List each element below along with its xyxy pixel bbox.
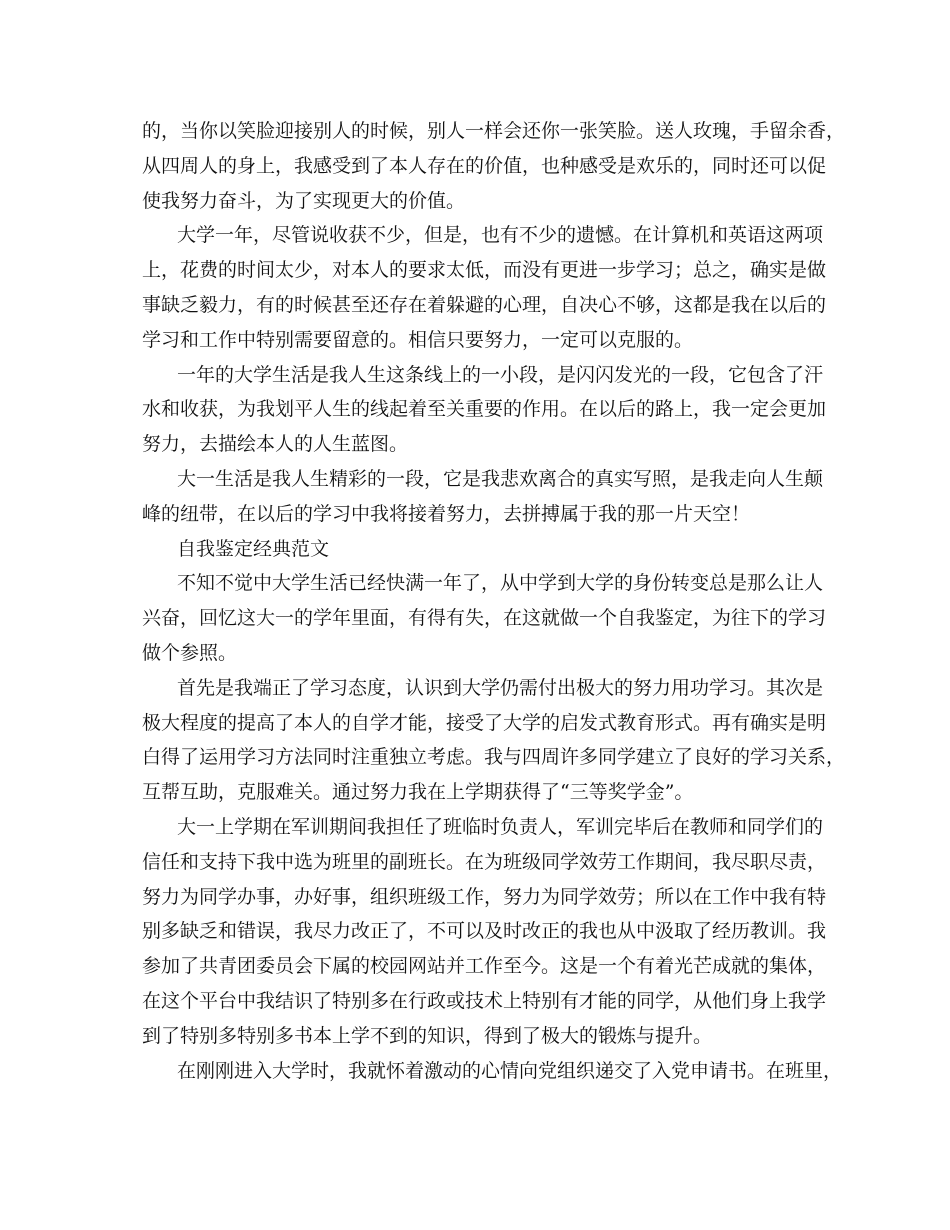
text-line: 自我鉴定经典范文: [177, 537, 330, 560]
text-line: 的，当你以笑脸迎接别人的时候，别人一样会还你一张笑脸。送人玫瑰，手留余香，: [142, 120, 846, 142]
text-line: 上，花费的时间太少，对本人的要求太低，而没有更进一步学习；总之，确实是做: [142, 259, 827, 282]
text-line: 大一生活是我人生精彩的一段，它是我悲欢离合的真实写照，是我走向人生颠: [177, 467, 824, 490]
text-line: 水和收获，为我划平人生的线起着至关重要的作用。在以后的路上，我一定会更加: [142, 398, 827, 421]
text-line: 首先是我端正了学习态度，认识到大学仍需付出极大的努力用功学习。其次是: [177, 676, 824, 699]
text-line: 别多缺乏和错误，我尽力改正了，不可以及时改正的我也从中汲取了经历教训。我: [142, 920, 827, 943]
text-line: 信任和支持下我中选为班里的副班长。在为班级同学效劳工作期间，我尽职尽责，: [142, 850, 827, 873]
text-line: 互帮互助，克服难关。通过努力我在上学期获得了“三等奖学金”。: [142, 781, 694, 804]
text-line: 努力为同学办事，办好事，组织班级工作，努力为同学效劳；所以在工作中我有特: [142, 885, 827, 908]
text-line: 到了特别多特别多书本上学不到的知识，得到了极大的锻炼与提升。: [142, 1024, 713, 1047]
text-line: 大学一年，尽管说收获不少，但是，也有不少的遗憾。在计算机和英语这两项: [177, 224, 824, 247]
text-line: 在刚刚进入大学时，我就怀着激动的心情向党组织递交了入党申请书。在班里，: [177, 1059, 843, 1082]
text-line: 做个参照。: [142, 641, 238, 664]
text-line: 在这个平台中我结识了特别多在行政或技术上特别有才能的同学，从他们身上我学: [142, 989, 827, 1012]
text-line: 使我努力奋斗，为了实现更大的价值。: [142, 189, 466, 212]
text-line: 从四周人的身上，我感受到了本人存在的价值，也种感受是欢乐的，同时还可以促: [142, 154, 827, 177]
text-line: 兴奋，回忆这大一的学年里面，有得有失，在这就做一个自我鉴定，为往下的学习: [142, 607, 827, 630]
text-line: 参加了共青团委员会下属的校园网站并工作至今。这是一个有着光芒成就的集体，: [142, 955, 827, 978]
text-line: 学习和工作中特别需要留意的。相信只要努力，一定可以克服的。: [142, 328, 694, 351]
text-line: 白得了运用学习方法同时注重独立考虑。我与四周许多同学建立了良好的学习关系，: [142, 746, 846, 769]
text-line: 事缺乏毅力，有的时候甚至还存在着躲避的心理，自决心不够，这都是我在以后的: [142, 293, 827, 316]
text-line: 不知不觉中大学生活已经快满一年了，从中学到大学的身份转变总是那么让人: [177, 572, 824, 595]
text-line: 努力，去描绘本人的人生蓝图。: [142, 433, 409, 456]
text-line: 大一上学期在军训期间我担任了班临时负责人，军训完毕后在教师和同学们的: [177, 815, 824, 838]
text-line: 极大程度的提高了本人的自学才能，接受了大学的启发式教育形式。再有确实是明: [142, 711, 827, 734]
text-line: 一年的大学生活是我人生这条线上的一小段，是闪闪发光的一段，它包含了汗: [177, 363, 824, 386]
text-line: 峰的纽带，在以后的学习中我将接着努力，去拼搏属于我的那一片天空！: [142, 502, 751, 525]
document-body: [142, 114, 846, 1088]
